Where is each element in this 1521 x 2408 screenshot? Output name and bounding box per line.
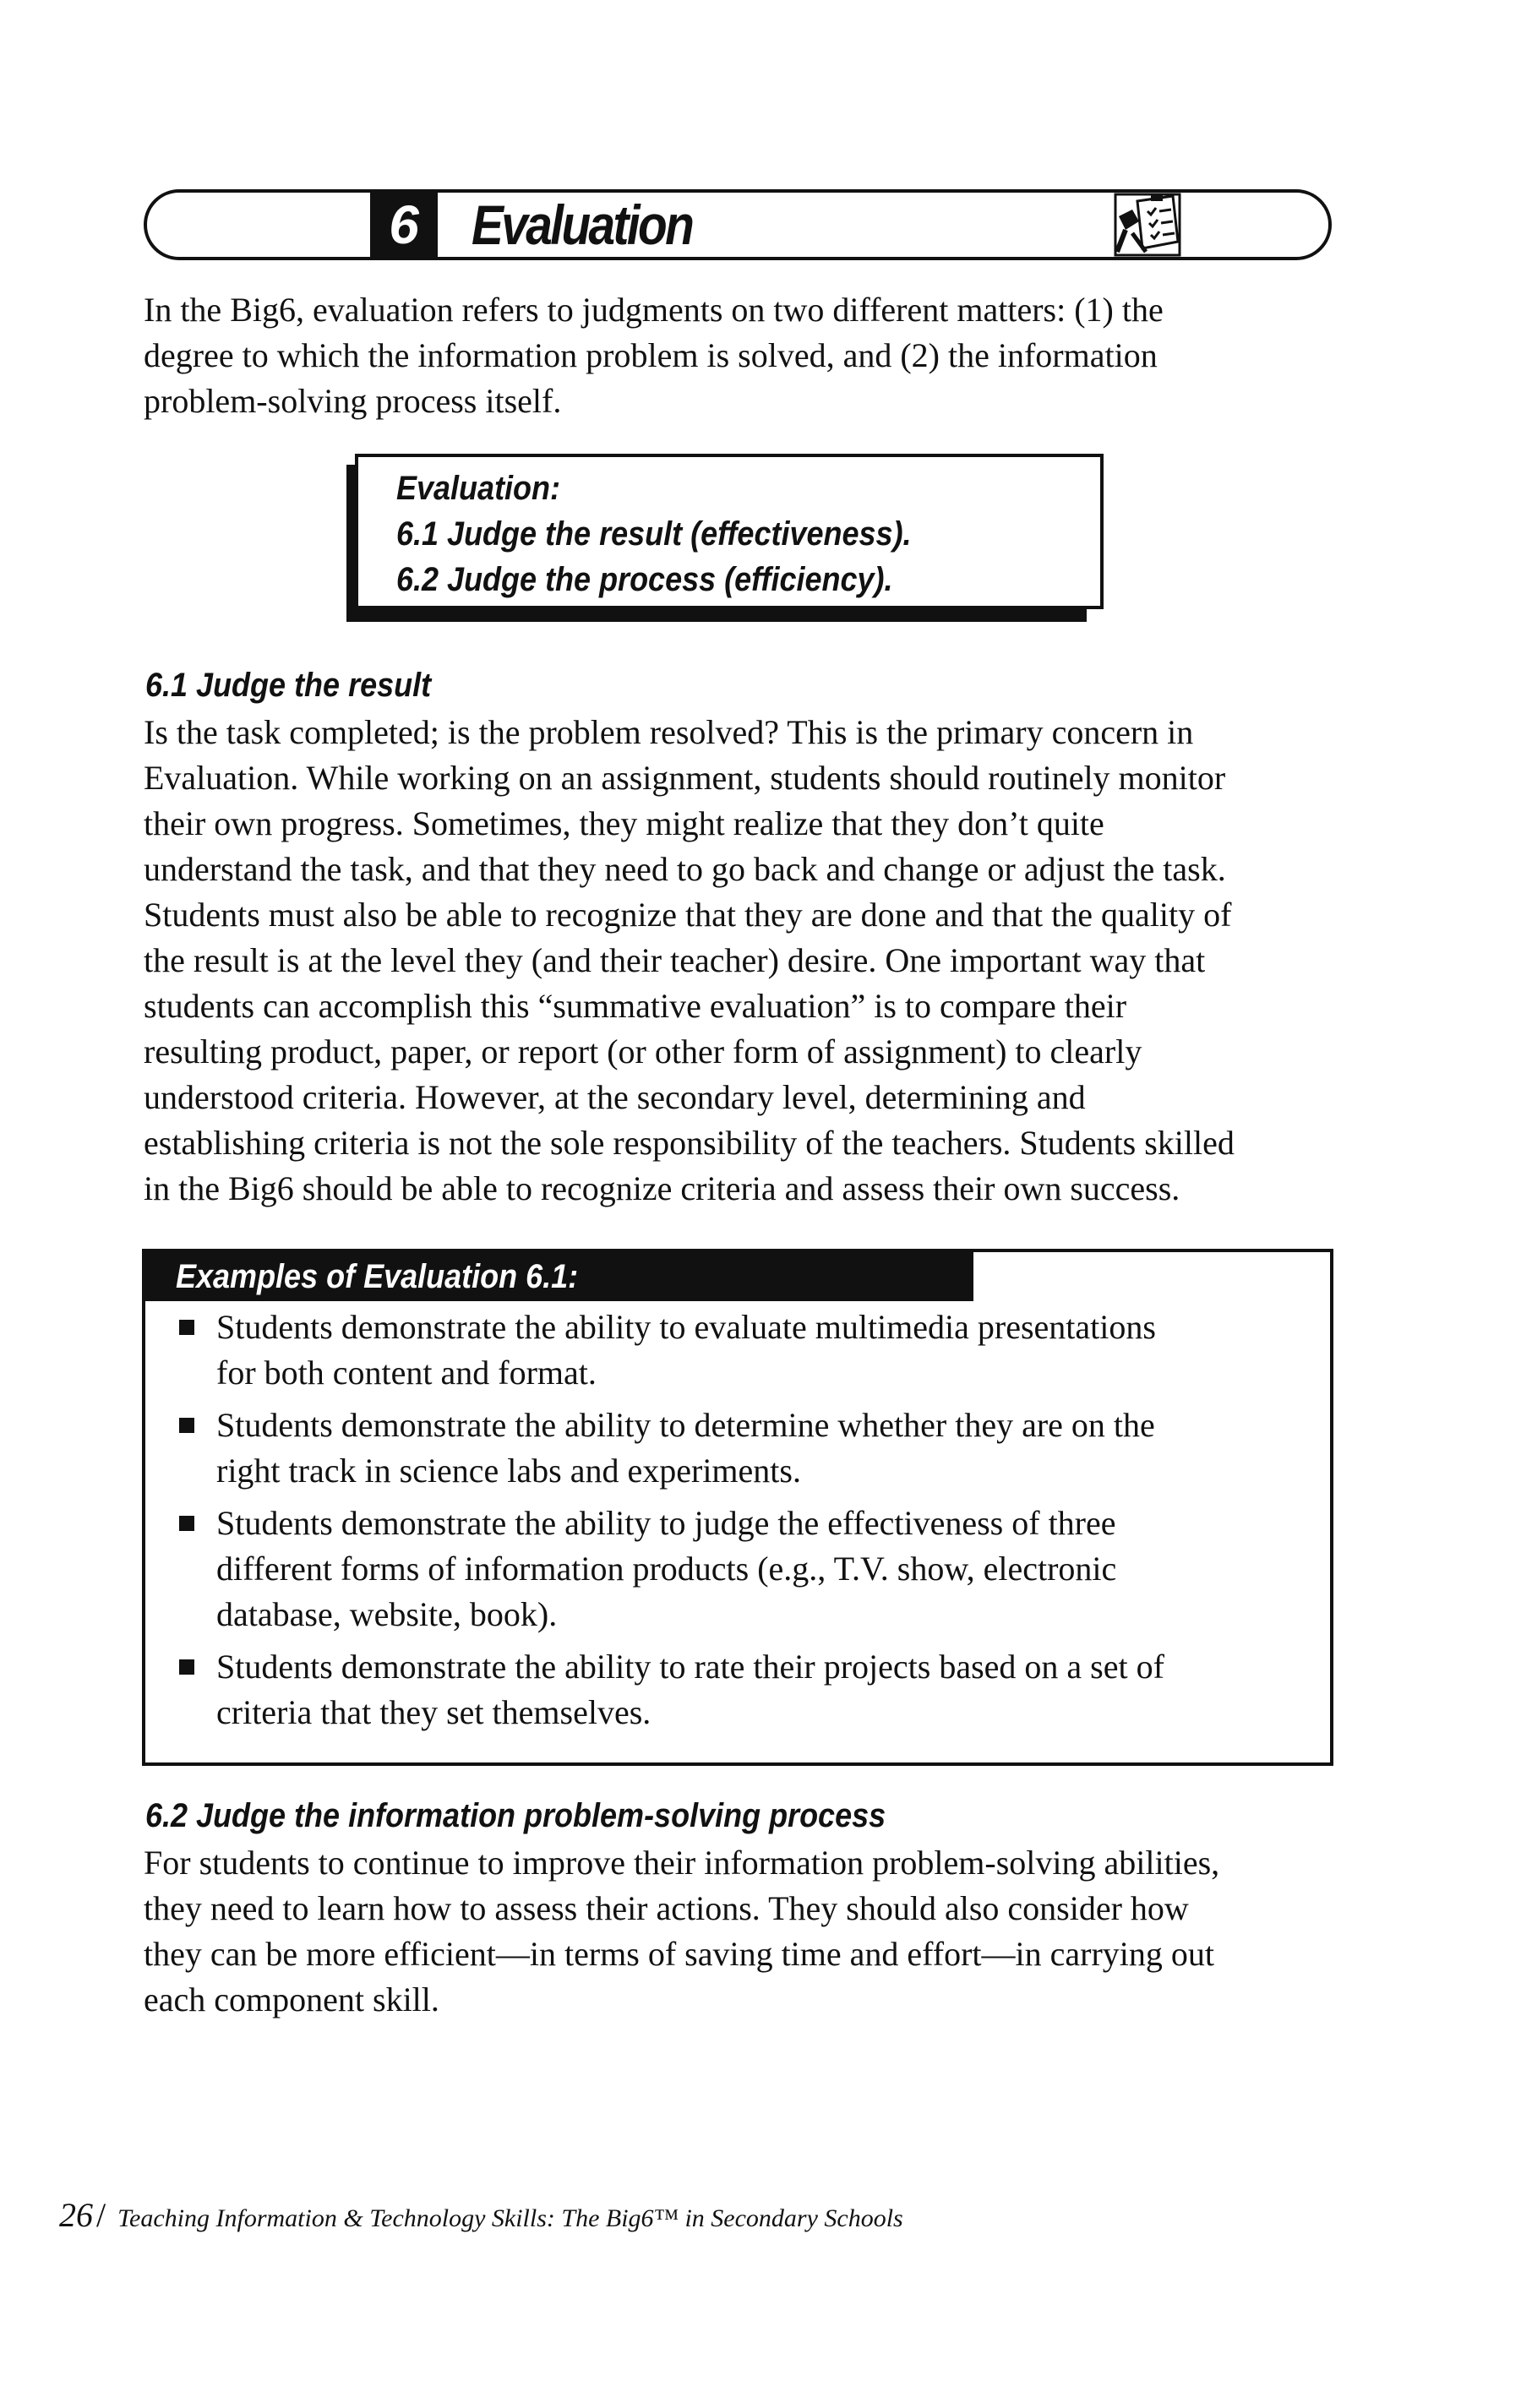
definition-item: 6.2 Judge the process (efficiency). [396,561,893,598]
list-item-line: Students demonstrate the ability to judge the effectiveness of three [216,1504,1116,1542]
paragraph-line: the result is at the level they (and their teacher) desire. One important way that [144,941,1206,979]
paragraph-line: students can accomplish this “summative evaluation” is to compare their [144,987,1127,1025]
list-item [177,1403,1310,1494]
paragraph-line: For students to continue to improve their information problem-solving abilities, [144,1844,1220,1882]
paragraph-line: each component skill. [144,1980,439,2018]
section-62-heading: 6.2 Judge the information problem-solving process [145,1797,886,1834]
square-bullet-icon [179,1516,194,1531]
examples-list [177,1305,1310,1742]
intro-line: In the Big6, evaluation refers to judgments on two different matters: (1) the [144,291,1164,329]
list-item-line: Students demonstrate the ability to evaluate multimedia presentations [216,1308,1156,1346]
checklist-icon [1114,193,1181,257]
section-61-paragraph [144,710,1344,1212]
list-item-line: Students demonstrate the ability to rate their projects based on a set of [216,1648,1164,1686]
examples-box [142,1249,1333,1766]
chapter-title: Evaluation [472,193,693,256]
definition-box [355,454,1104,609]
list-item-line: for both content and format. [216,1354,597,1392]
chapter-number: 6 [370,193,438,257]
list-item [177,1644,1310,1735]
intro-line: problem-solving process itself. [144,382,562,420]
paragraph-line: resulting product, paper, or report (or other form of assignment) to clearly [144,1032,1142,1071]
square-bullet-icon [179,1418,194,1433]
list-item-line: right track in science labs and experiments. [216,1452,801,1490]
section-62-paragraph [144,1840,1344,2023]
chapter-banner [142,188,1333,262]
page-number: 26 [59,2196,93,2234]
paragraph-line: understand the task, and that they need to go back and change or adjust the task. [144,850,1226,888]
definition-title: Evaluation: [396,470,561,507]
square-bullet-icon [179,1320,194,1335]
footer-separator: / [96,2196,106,2234]
list-item [177,1305,1310,1396]
paragraph-line: Is the task completed; is the problem resolved? This is the primary concern in [144,713,1194,751]
intro-line: degree to which the information problem is solved, and (2) the information [144,336,1158,374]
square-bullet-icon [179,1659,194,1675]
paragraph-line: their own progress. Sometimes, they might realize that they don’t quite [144,804,1104,842]
paragraph-line: Students must also be able to recognize that they are done and that the quality of [144,896,1232,934]
paragraph-line: they need to learn how to assess their actions. They should also consider how [144,1889,1189,1927]
list-item-line: different forms of information products (e.g., T.V. show, electronic [216,1550,1117,1588]
book-title: Teaching Information & Technology Skills: The Big6™ in Secondary Schools [117,2204,903,2232]
paragraph-line: they can be more efficient—in terms of saving time and effort—in carrying out [144,1935,1215,1973]
section-61-heading: 6.1 Judge the result [145,667,432,704]
paragraph-line: in the Big6 should be able to recognize criteria and assess their own success. [144,1169,1180,1207]
definition-item: 6.1 Judge the result (effectiveness). [396,515,912,553]
list-item [177,1501,1310,1637]
examples-header-label: Examples of Evaluation 6.1: [176,1258,579,1295]
paragraph-line: establishing criteria is not the sole responsibility of the teachers. Students skilled [144,1124,1235,1162]
paragraph-line: understood criteria. However, at the secondary level, determining and [144,1078,1086,1116]
intro-paragraph [144,287,1344,424]
list-item-line: Students demonstrate the ability to determine whether they are on the [216,1406,1155,1444]
list-item-line: database, website, book). [216,1595,558,1633]
paragraph-line: Evaluation. While working on an assignment, students should routinely monitor [144,759,1226,797]
examples-header [145,1252,973,1301]
page-footer [59,2195,903,2235]
list-item-line: criteria that they set themselves. [216,1693,651,1731]
